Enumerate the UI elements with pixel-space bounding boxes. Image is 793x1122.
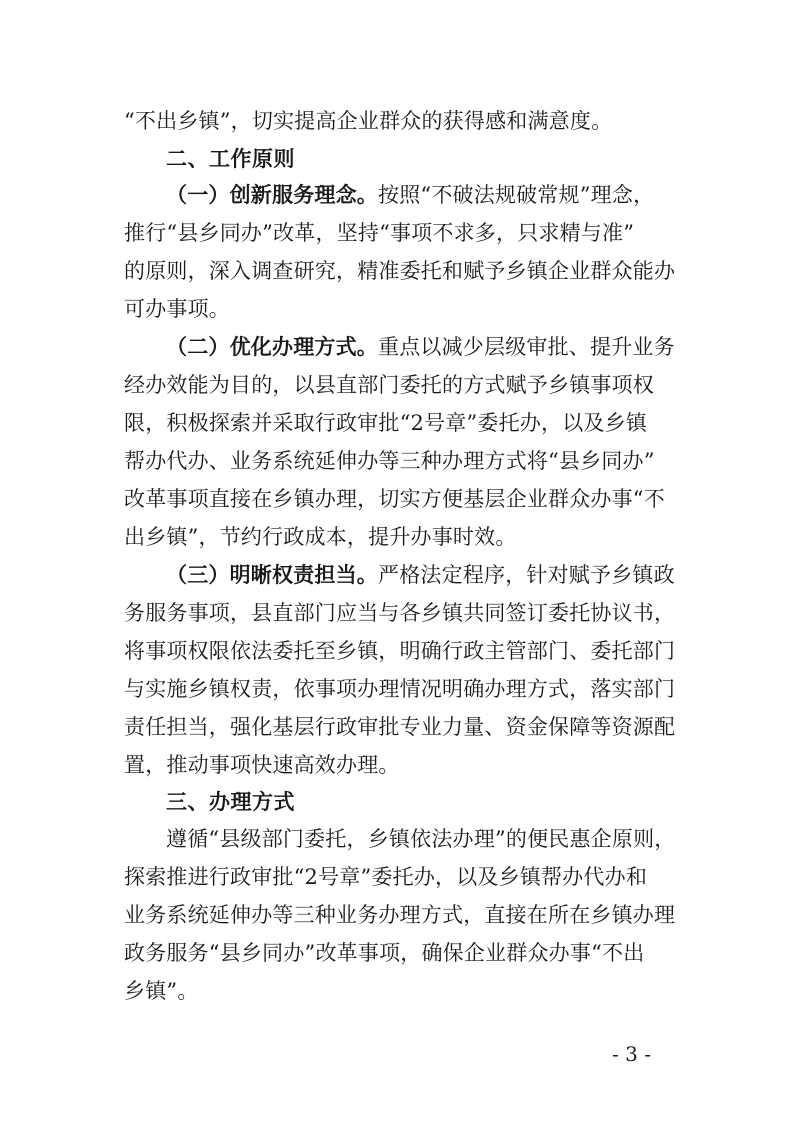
paragraph-line: 责任担当，强化基层行政审批专业力量、资金保障等资源配: [124, 715, 676, 739]
paragraph-line: [166, 330, 675, 364]
paragraph-line: 业务系统延伸办等三种业务办理方式，直接在所在乡镇办理: [124, 903, 676, 927]
paragraph-line: 推行“县乡同办”改革，坚持“事项不求多，只求精与准”: [124, 221, 635, 245]
paragraph-line: 经办效能为目的，以县直部门委托的方式赋予乡镇事项权: [124, 373, 654, 397]
paragraph-text: 按照“不破法规破常规”理念，: [378, 183, 655, 207]
paragraph-line: 将事项权限依法委托至乡镇，明确行政主管部门、委托部门: [124, 639, 676, 663]
paragraph-line: [166, 178, 654, 212]
paragraph-line: 乡镇”。: [124, 979, 199, 1003]
subheading-innovate-service: （一）创新服务理念。: [166, 182, 378, 207]
paragraph-line: 务服务事项，县直部门应当与各乡镇共同签订委托协议书，: [124, 601, 676, 625]
paragraph-line: 与实施乡镇权责，依事项办理情况明确办理方式，落实部门: [124, 677, 676, 701]
subheading-optimize-method: （二）优化办理方式。: [166, 334, 378, 359]
paragraph-line: [166, 558, 675, 592]
paragraph-line: 可办事项。: [124, 297, 230, 321]
paragraph-line: 遵循“县级部门委托，乡镇依法办理”的便民惠企原则，: [166, 827, 676, 851]
paragraph-line: 政务服务“县乡同办”改革事项，确保企业群众办事“不出: [124, 941, 645, 965]
paragraph-line: “不出乡镇”，切实提高企业群众的获得感和满意度。: [124, 109, 613, 133]
paragraph-line: 限，积极探索并采取行政审批“2号章”委托办，以及乡镇: [124, 411, 648, 435]
section-heading-methods: 三、办理方式: [166, 789, 295, 814]
paragraph-line: 置，推动事项快速高效办理。: [124, 753, 400, 777]
paragraph-line: 改革事项直接在乡镇办理，切实方便基层企业群众办事“不: [124, 487, 665, 511]
page-number: - 3 -: [612, 1042, 651, 1066]
paragraph-text: 严格法定程序，针对赋予乡镇政: [378, 563, 675, 587]
paragraph-text: 重点以减少层级审批、提升业务: [378, 335, 675, 359]
paragraph-line: 的原则，深入调查研究，精准委托和赋予乡镇企业群众能办: [124, 259, 676, 283]
subheading-clarify-responsibility: （三）明晰权责担当。: [166, 562, 378, 587]
paragraph-line: 探索推进行政审批“2号章”委托办，以及乡镇帮办代办和: [124, 865, 648, 889]
section-heading-principles: 二、工作原则: [166, 146, 295, 171]
paragraph-line: 帮办代办、业务系统延伸办等三种办理方式将“县乡同办”: [124, 449, 655, 473]
paragraph-line: 出乡镇”，节约行政成本，提升办事时效。: [124, 525, 517, 549]
